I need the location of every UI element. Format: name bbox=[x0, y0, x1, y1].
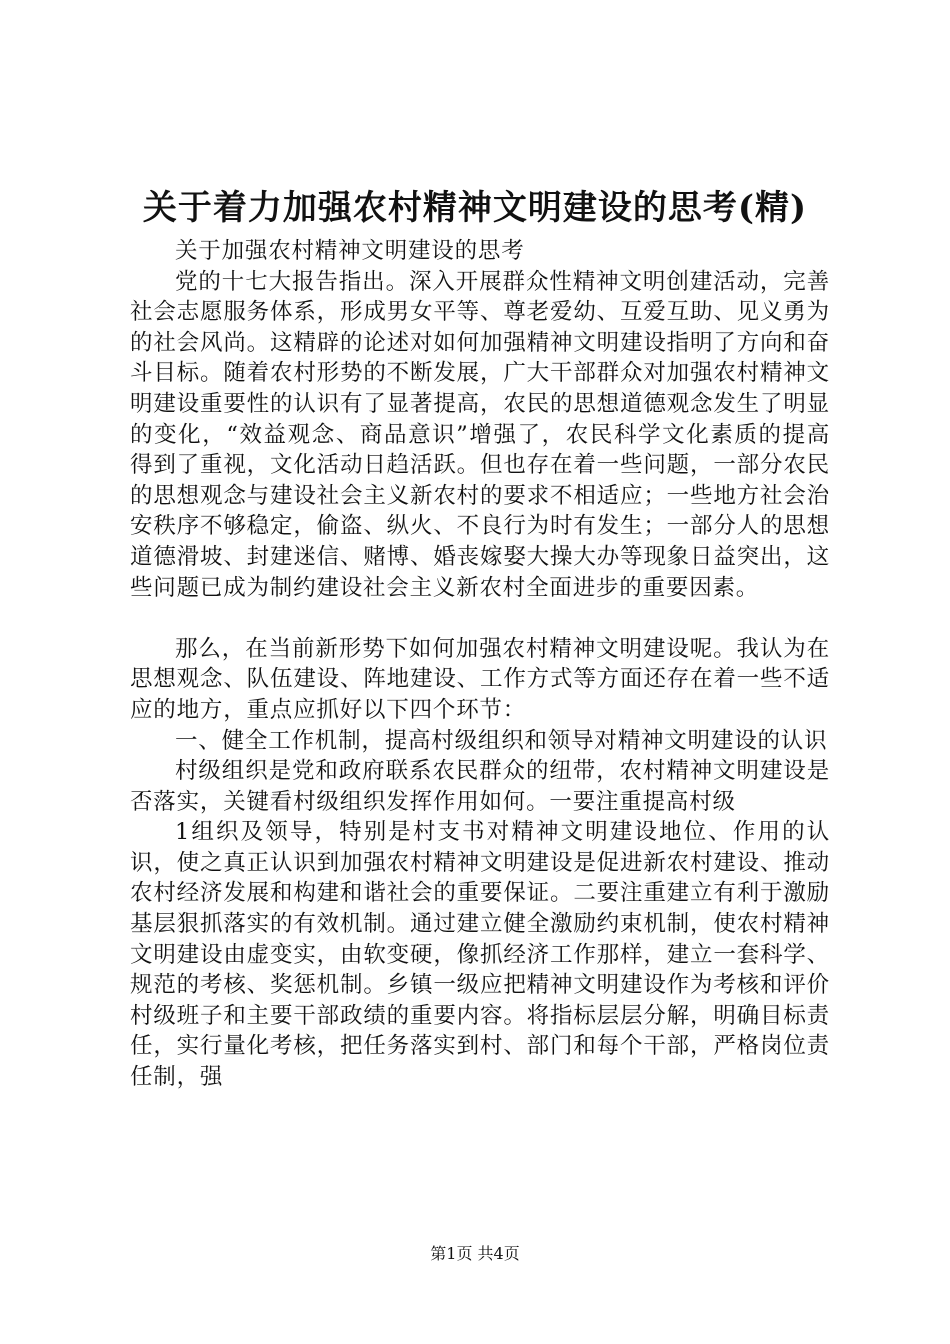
subtitle-paragraph: 关于加强农村精神文明建设的思考 bbox=[175, 238, 525, 264]
body-paragraph: 党的十七大报告指出。深入开展群众性精神文明创建活动，完善社会志愿服务体系，形成男女平等、尊老爱幼、互爱互助、见义勇为的社会风尚。这精辟的论述对如何加强精神文明建设指明了方向和奋斗目标。随着农村形势的不断发展，广大干部群众对加强农村精神文明建设重要性的认识有了显著提高，农民的思想道德观念发生了明显的变化，“效益观念、商品意识”增强了，农民科学文化素质的提高得到了重视，文化活动日趋活跃。但也存在着一些问题，一部分农民的思想观念与建设社会主义新农村的要求不相适应；一些地方社会治安秩序不够稳定，偷盗、纵火、不良行为时有发生；一部分人的思想道德滑坡、封建迷信、赌博、婚丧嫁娶大操大办等现象日益突出，这些问题已成为制约建设社会主义新农村全面进步的重要因素。 bbox=[130, 268, 830, 601]
body-paragraph: 那么，在当前新形势下如何加强农村精神文明建设呢。我认为在思想观念、队伍建设、阵地建设、工作方式等方面还存在着一些不适应的地方，重点应抓好以下四个环节： bbox=[130, 635, 830, 723]
blank-line bbox=[130, 603, 830, 634]
page-footer: 第1页 共4页 bbox=[430, 1244, 520, 1263]
document-body bbox=[130, 236, 830, 1093]
document-title: 关于着力加强农村精神文明建设的思考(精) bbox=[142, 188, 808, 228]
body-paragraph: 1组织及领导，特别是村支书对精神文明建设地位、作用的认识，使之真正认识到加强农村精神文明建设是促进新农村建设、推动农村经济发展和构建和谐社会的重要保证。二要注重建立有利于激励基层狠抓落实的有效机制。通过建立健全激励约束机制，使农村精神文明建设由虚变实，由软变硬，像抓经济工作那样，建立一套科学、规范的考核、奖惩机制。乡镇一级应把精神文明建设作为考核和评价村级班子和主要干部政绩的重要内容。将指标层层分解，明确目标责任，实行量化考核，把任务落实到村、部门和每个干部，严格岗位责任制，强 bbox=[130, 819, 830, 1091]
body-paragraph: 村级组织是党和政府联系农民群众的纽带，农村精神文明建设是否落实，关键看村级组织发挥作用如何。一要注重提高村级 bbox=[130, 758, 830, 815]
section-heading: 一、健全工作机制，提高村级组织和领导对精神文明建设的认识 bbox=[175, 727, 828, 754]
